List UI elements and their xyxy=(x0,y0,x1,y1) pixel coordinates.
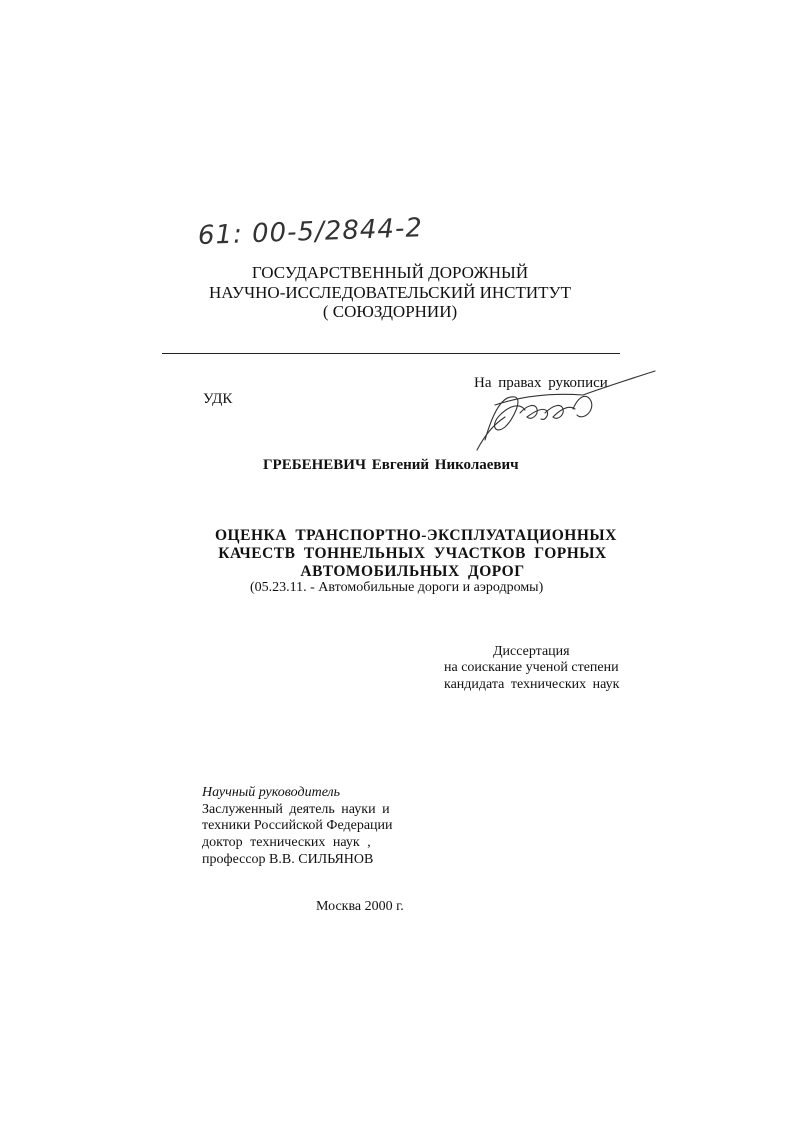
author-name: ГРЕБЕНЕВИЧ Евгений Николаевич xyxy=(263,457,519,473)
institute-name-line-1: ГОСУДАРСТВЕННЫЙ ДОРОЖНЫЙ xyxy=(251,263,529,282)
supervisor-name: профессор В.В. СИЛЬЯНОВ xyxy=(202,852,374,867)
specialty-code: (05.23.11. - Автомобильные дороги и аэродромы) xyxy=(250,580,544,595)
degree-line-1: на соискание ученой степени xyxy=(444,660,619,675)
supervisor-title-line-1: Заслуженный деятель науки и xyxy=(202,802,390,817)
supervisor-degree: доктор технических наук , xyxy=(202,835,371,850)
udk-label: УДК xyxy=(203,391,233,407)
dissertation-title-line-1: ОЦЕНКА ТРАНСПОРТНО-ЭКСПЛУАТАЦИОННЫХ xyxy=(215,527,617,544)
dissertation-label: Диссертация xyxy=(493,644,570,659)
handwritten-catalog-code: 61: 00-5/2844-2 xyxy=(197,213,424,251)
city-year: Москва 2000 г. xyxy=(316,899,404,914)
handwritten-signature xyxy=(465,365,665,460)
supervisor-heading: Научный руководитель xyxy=(202,785,341,800)
degree-line-2: кандидата технических наук xyxy=(444,677,620,692)
dissertation-title-line-2: КАЧЕСТВ ТОННЕЛЬНЫХ УЧАСТКОВ ГОРНЫХ xyxy=(218,545,607,562)
supervisor-title-line-2: техники Российской Федерации xyxy=(202,818,393,833)
manuscript-rights-note: На правах рукописи xyxy=(474,375,608,391)
institute-name-line-2: НАУЧНО-ИССЛЕДОВАТЕЛЬСКИЙ ИНСТИТУТ xyxy=(209,283,571,302)
dissertation-title-line-3: АВТОМОБИЛЬНЫХ ДОРОГ xyxy=(300,563,525,580)
header-divider xyxy=(162,353,620,354)
institute-abbreviation: ( СОЮЗДОРНИИ) xyxy=(322,302,458,321)
